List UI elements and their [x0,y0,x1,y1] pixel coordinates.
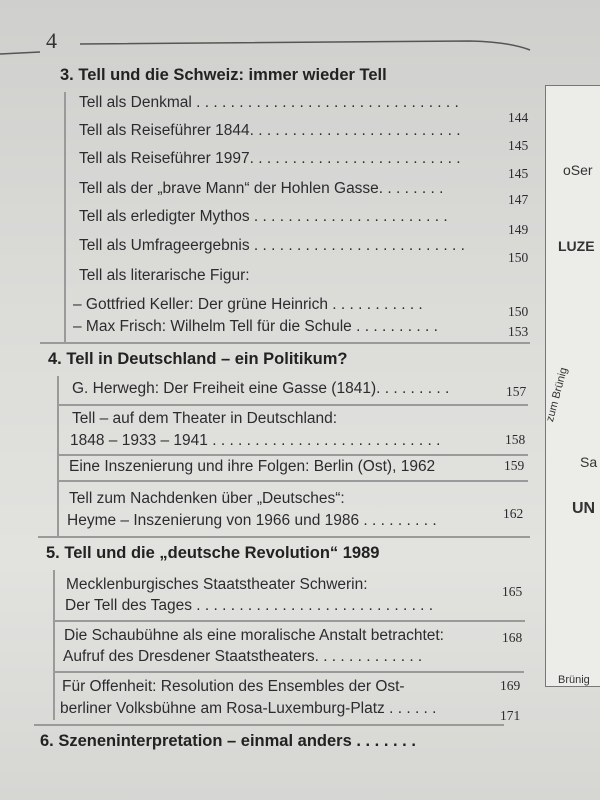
toc-entry: Tell als erledigter Mythos . . . . . . . . . . . . . . . . . . . . . . . [79,208,448,225]
toc-entry: – Max Frisch: Wilhelm Tell für die Schule . . . . . . . . . . [73,318,438,335]
toc-entry: berliner Volksbühne am Rosa-Luxemburg-Platz . . . . . . [60,700,437,717]
toc-entry: Heyme – Inszenierung von 1966 und 1986 . . . . . . . . . [67,512,437,529]
section-heading: 5. Tell und die „deutsche Revolution“ 1989 [46,544,380,562]
entry-divider [58,404,528,406]
toc-page-number: 159 [504,458,525,473]
toc-entry: Die Schaubühne als eine moralische Anstalt betrachtet: [64,627,444,644]
map-label: oSer [563,162,593,178]
page-number: 4 [46,28,57,53]
section-heading: 6. Szeneninterpretation – einmal anders . . . . . . . [40,732,416,750]
section-bar [57,376,59,536]
toc-entry: Mecklenburgisches Staatstheater Schwerin: [66,576,368,593]
section-heading: 3. Tell und die Schweiz: immer wieder Tell [60,66,387,84]
map-label: zum Brünig [544,366,570,424]
toc-entry: G. Herwegh: Der Freiheit eine Gasse (1841). . . . . . . . . [72,380,450,397]
map-label: Brünig [558,674,590,686]
toc-page-number: 145 [508,166,529,181]
toc-page-number: 144 [508,110,529,125]
toc-entry: Tell als literarische Figur: [79,267,250,284]
section-divider [38,536,530,538]
toc-entry: Tell als Denkmal . . . . . . . . . . . . . . . . . . . . . . . . . . . . . . . [79,94,459,111]
toc-page-number: 165 [502,584,523,599]
toc-entry: 1848 – 1933 – 1941 . . . . . . . . . . . . . . . . . . . . . . . . . . . [70,432,441,449]
toc-entry: Tell – auf dem Theater in Deutschland: [72,410,338,427]
toc-page-number: 157 [506,384,527,399]
toc-page-number: 169 [500,678,521,693]
toc-entry: Tell als Reiseführer 1997. . . . . . . . . . . . . . . . . . . . . . . . . [79,150,461,167]
toc-page-number: 145 [508,138,529,153]
section-divider [40,342,530,344]
toc-page-number: 149 [508,222,529,237]
toc-page-number: 162 [503,506,524,521]
toc-entry: Tell als Umfrageergebnis . . . . . . . . . . . . . . . . . . . . . . . . . [79,237,465,254]
toc-page-number: 158 [505,432,526,447]
toc-entry: Tell als der „brave Mann“ der Hohlen Gasse. . . . . . . . [79,180,444,197]
section-heading: 4. Tell in Deutschland – ein Politikum? [48,350,348,368]
map-label: LUZE [558,238,595,254]
section-bar [53,570,55,720]
toc-page-number: 150 [508,250,529,265]
toc-entry: Für Offenheit: Resolution des Ensembles der Ost- [62,678,405,695]
toc-entry: Aufruf des Dresdener Staatstheaters. . . . . . . . . . . . . [63,648,423,665]
section-divider [34,724,504,726]
toc-page-number: 168 [502,630,523,645]
entry-divider [58,454,528,456]
section-bar [64,92,66,344]
toc-entry: Tell zum Nachdenken über „Deutsches“: [69,490,345,507]
map-label: Sa [580,454,598,470]
toc-entry: – Gottfried Keller: Der grüne Heinrich . . . . . . . . . . . [73,296,423,313]
toc-entry: Eine Inszenierung und ihre Folgen: Berlin (Ost), 1962 [69,458,436,475]
toc-entry: Der Tell des Tages . . . . . . . . . . . . . . . . . . . . . . . . . . . . [65,597,434,614]
entry-divider [58,480,528,482]
map-label: UN [572,500,596,517]
toc-page-number: 150 [508,304,529,319]
entry-divider [54,671,524,673]
toc-page-number: 171 [500,708,521,723]
toc-page-number: 147 [508,192,529,207]
toc-entry: Tell als Reiseführer 1844. . . . . . . . . . . . . . . . . . . . . . . . . [79,122,461,139]
entry-divider [55,620,525,622]
toc-page-number: 153 [508,324,529,339]
